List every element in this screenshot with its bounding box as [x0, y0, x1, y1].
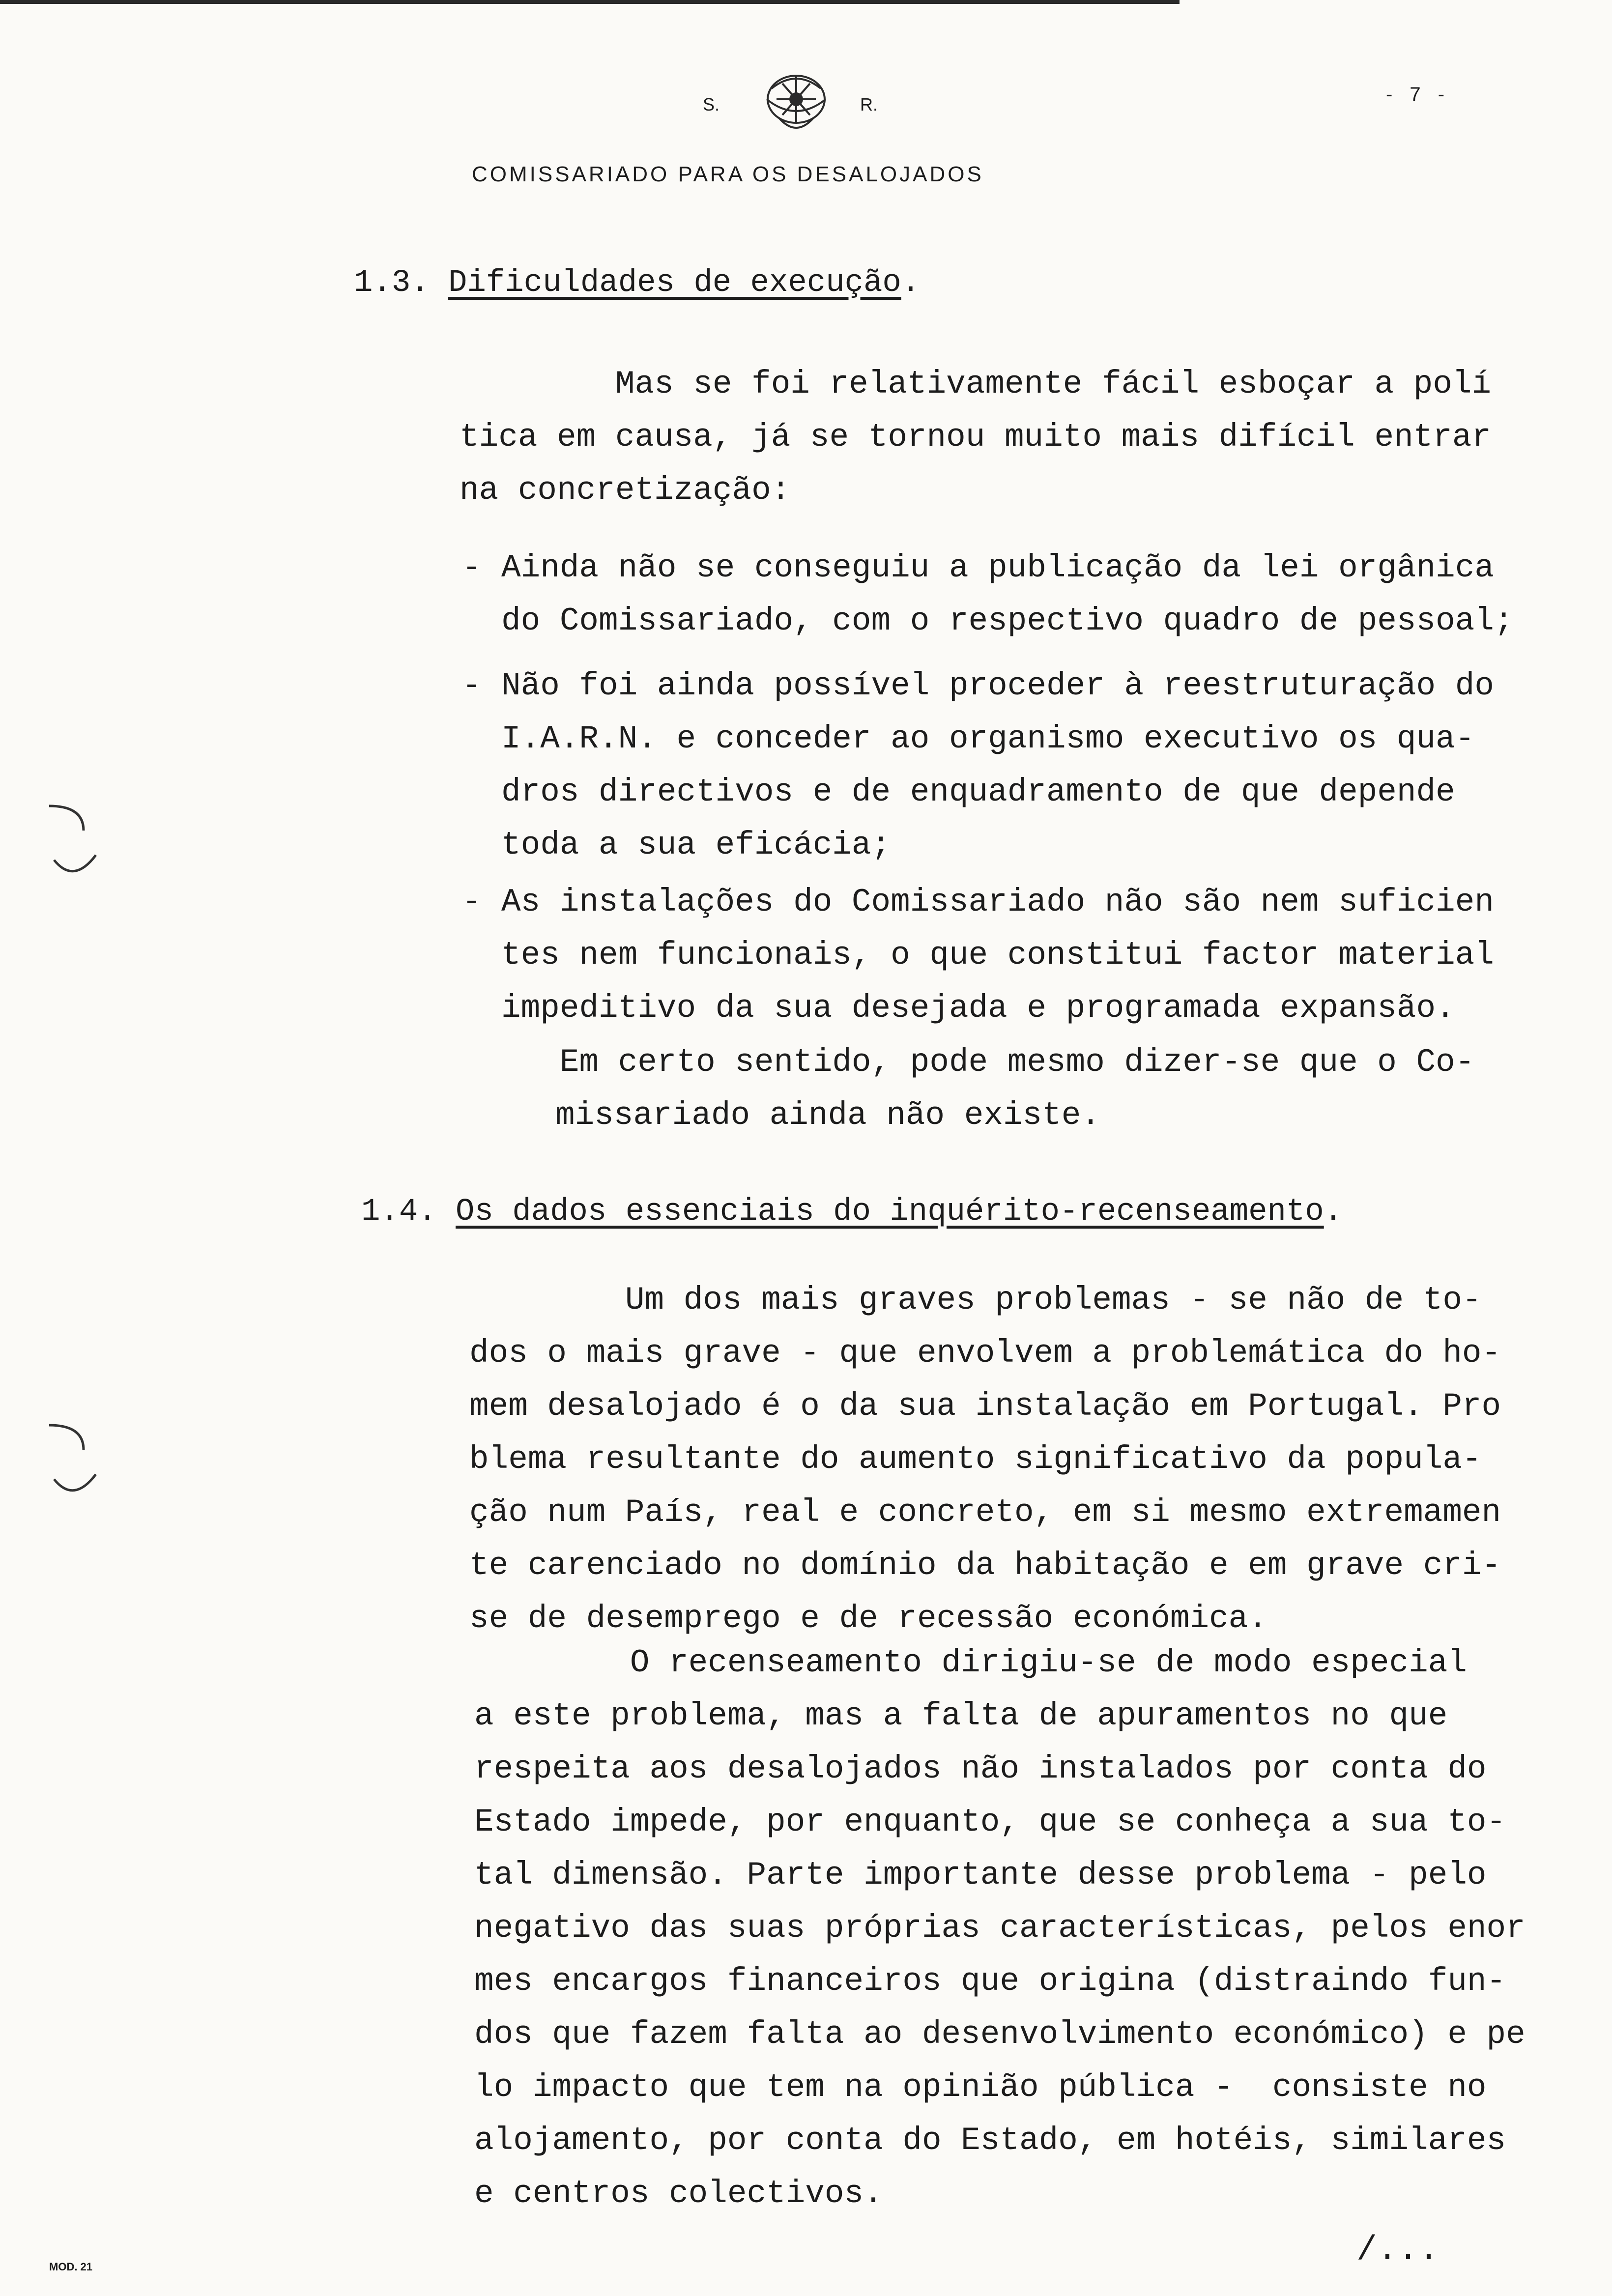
- bullet-dash: -: [462, 884, 482, 920]
- text-line: na concretização:: [460, 472, 791, 509]
- section-1-4-number: 1.4.: [361, 1194, 437, 1230]
- text-line: blema resultante do aumento significativo da popula-: [469, 1441, 1482, 1478]
- text-line: Um dos mais graves problemas - se não de to-: [469, 1282, 1482, 1319]
- text-line: I.A.R.N. e conceder ao organismo executivo os qua-: [501, 720, 1475, 757]
- bullet-dash: -: [462, 667, 482, 704]
- continuation-mark: /...: [1356, 2231, 1439, 2270]
- coat-of-arms-icon: [742, 69, 850, 143]
- text-line: tal dimensão. Parte importante desse problema - pelo: [474, 1857, 1487, 1894]
- text-line: ção num País, real e concreto, em si mesmo extremamen: [469, 1494, 1501, 1531]
- text-line: respeita aos desalojados não instalados por conta do: [474, 1751, 1487, 1787]
- bullet-item: [462, 660, 1592, 872]
- text-line: e centros colectivos.: [474, 2175, 883, 2212]
- text-line: dros directivos e de enquadramento de que depende: [501, 774, 1455, 810]
- text-line: dos que fazem falta ao desenvolvimento económico) e pe: [474, 2016, 1526, 2053]
- punch-hole-mark: [39, 1415, 103, 1504]
- text-line: impeditivo da sua desejada e programada expansão.: [501, 990, 1455, 1027]
- letterhead-left-letter: S.: [703, 94, 720, 115]
- text-line: lo impacto que tem na opinião pública - consiste no: [474, 2069, 1487, 2106]
- text-line: do Comissariado, com o respectivo quadro de pessoal;: [501, 603, 1514, 639]
- letterhead-emblem-row: [703, 69, 909, 147]
- top-rule: [0, 0, 1180, 4]
- bullet-item: [462, 542, 1592, 648]
- text-line: mem desalojado é o da sua instalação em Portugal. Pro: [469, 1388, 1501, 1425]
- section-1-4-heading: 1.4. Os dados essenciais do inquérito-recenseamento.: [361, 1194, 1343, 1230]
- section-1-3-number: 1.3.: [354, 265, 430, 301]
- text-line: Mas se foi relativamente fácil esboçar a polí: [460, 366, 1492, 402]
- text-line: te carenciado no domínio da habitação e em grave cri-: [469, 1547, 1501, 1584]
- page-number: - 7 -: [1386, 84, 1451, 105]
- text-line: a este problema, mas a falta de apuramentos no que: [474, 1697, 1448, 1734]
- section-1-3-heading: 1.3. Dificuldades de execução.: [354, 265, 921, 301]
- office-title: COMISSARIADO PARA OS DESALOJADOS: [472, 162, 984, 186]
- text-line: toda a sua eficácia;: [501, 827, 891, 863]
- text-line: mes encargos financeiros que origina (distraindo fun-: [474, 1963, 1506, 2000]
- bullet-dash: -: [462, 549, 482, 586]
- bullet-item: [462, 876, 1592, 1035]
- text-line: alojamento, por conta do Estado, em hotéis, similares: [474, 2122, 1506, 2159]
- section-1-3-intro: [460, 358, 1491, 517]
- text-line: Ainda não se conseguiu a publicação da lei orgânica: [501, 549, 1494, 586]
- text-line: negativo das suas próprias características, pelos enor: [474, 1910, 1526, 1947]
- section-1-3-title: Dificuldades de execução: [448, 265, 901, 301]
- text-line: Em certo sentido, pode mesmo dizer-se que o Co-: [501, 1044, 1475, 1081]
- text-line: As instalações do Comissariado não são nem suficien: [501, 884, 1494, 920]
- text-line: dos o mais grave - que envolvem a problemática do ho-: [469, 1335, 1501, 1372]
- text-line: Estado impede, por enquanto, que se conheça a sua to-: [474, 1804, 1506, 1840]
- punch-hole-mark: [39, 796, 103, 885]
- text-line: O recenseamento dirigiu-se de modo especial: [474, 1644, 1467, 1681]
- section-1-3-closing: [501, 1036, 1474, 1142]
- text-line: se de desemprego e de recessão económica.: [469, 1600, 1267, 1637]
- text-line: Não foi ainda possível proceder à reestruturação do: [501, 667, 1494, 704]
- letterhead-right-letter: R.: [860, 94, 878, 115]
- section-1-4-paragraph-2: [474, 1636, 1526, 2220]
- text-line: tes nem funcionais, o que constitui factor material: [501, 937, 1494, 974]
- section-1-4-paragraph-1: [469, 1274, 1501, 1645]
- text-line: tica em causa, já se tornou muito mais difícil entrar: [460, 419, 1492, 456]
- form-code: MOD. 21: [49, 2261, 93, 2273]
- section-1-4-title: Os dados essenciais do inquérito-recenseamento: [456, 1194, 1324, 1230]
- text-line: missariado ainda não existe.: [555, 1097, 1100, 1134]
